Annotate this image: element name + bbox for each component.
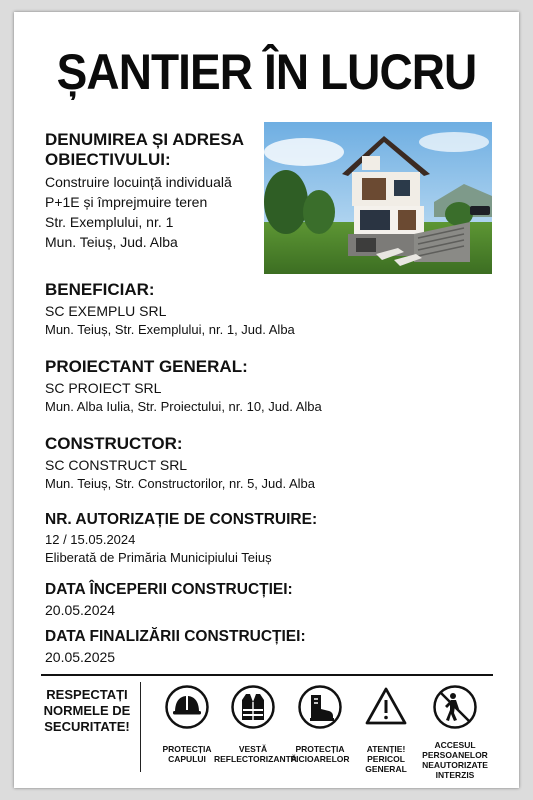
safety-label: PROTECȚIA <box>295 744 345 754</box>
boot-icon <box>298 685 342 729</box>
page-title: ȘANTIER ÎN LUCRU <box>56 44 477 100</box>
safety-label: PROTECȚIA <box>162 744 212 754</box>
house-rendering-image <box>264 122 492 274</box>
proiectant-address: Mun. Alba Iulia, Str. Proiectului, nr. 10, Jud. Alba <box>45 399 322 414</box>
proiectant-heading: PROIECTANT GENERAL: <box>45 357 248 376</box>
obiectiv-section <box>45 130 244 252</box>
safety-label: PERICOL GENERAL <box>365 754 407 774</box>
safety-label: VESTĂ <box>238 744 268 754</box>
beneficiar-section <box>45 280 295 339</box>
safety-item-no-entry <box>416 685 494 780</box>
inceput-date: 20.05.2024 <box>45 602 116 618</box>
divider <box>41 674 493 676</box>
safety-heading-line: NORMELE DE <box>43 703 131 718</box>
safety-label: NEAUTORIZATE <box>422 760 488 770</box>
autorizatie-heading: NR. AUTORIZAȚIE DE CONSTRUIRE: <box>45 511 318 528</box>
helmet-icon <box>165 685 209 729</box>
finalizare-section <box>45 627 306 667</box>
proiectant-section <box>45 357 322 416</box>
obiectiv-heading-line1: DENUMIREA ȘI ADRESA <box>45 130 244 149</box>
vest-icon <box>231 685 275 729</box>
safety-label: PERSOANELOR <box>422 750 488 760</box>
safety-heading-line: RESPECTAȚI <box>46 687 128 702</box>
construction-sign-board <box>14 12 519 788</box>
safety-heading <box>40 687 134 735</box>
beneficiar-address: Mun. Teiuș, Str. Exemplului, nr. 1, Jud. Alba <box>45 322 295 337</box>
obiectiv-line: Mun. Teiuș, Jud. Alba <box>45 234 178 250</box>
constructor-section <box>45 434 315 493</box>
warning-icon <box>364 685 408 729</box>
safety-label: ACCESUL <box>434 740 476 750</box>
autorizatie-section <box>45 510 317 567</box>
obiectiv-heading-line2: OBIECTIVULUI: <box>45 150 171 169</box>
constructor-name: SC CONSTRUCT SRL <box>45 457 188 473</box>
beneficiar-name: SC EXEMPLU SRL <box>45 303 167 319</box>
no-entry-person-icon <box>433 685 477 729</box>
autorizatie-issuer: Eliberată de Primăria Municipiului Teiuș <box>45 550 272 565</box>
constructor-address: Mun. Teiuș, Str. Constructorilor, nr. 5, Jud. Alba <box>45 476 316 491</box>
safety-label: PICIOARELOR <box>290 754 350 764</box>
finalizare-date: 20.05.2025 <box>45 649 116 665</box>
finalizare-heading: DATA FINALIZĂRII CONSTRUCȚIEI: <box>45 628 306 645</box>
inceput-section <box>45 580 293 620</box>
constructor-heading: CONSTRUCTOR: <box>45 434 183 453</box>
beneficiar-heading: BENEFICIAR: <box>45 280 155 299</box>
autorizatie-number: 12 / 15.05.2024 <box>45 532 136 547</box>
obiectiv-line: Construire locuință individuală <box>45 174 232 190</box>
safety-label: ATENȚIE! <box>366 744 406 754</box>
safety-item-warning <box>347 685 425 774</box>
safety-heading-line: SECURITATE! <box>44 719 130 734</box>
inceput-heading: DATA ÎNCEPERII CONSTRUCȚIEI: <box>45 581 293 598</box>
obiectiv-line: Str. Exemplului, nr. 1 <box>45 214 174 230</box>
safety-label: INTERZIS <box>435 770 475 780</box>
obiectiv-line: P+1E și împrejmuire teren <box>45 194 208 210</box>
safety-label: REFLECTORIZANTĂ <box>214 754 297 764</box>
safety-label: CAPULUI <box>168 754 206 764</box>
vertical-divider <box>140 682 141 772</box>
proiectant-name: SC PROIECT SRL <box>45 380 162 396</box>
